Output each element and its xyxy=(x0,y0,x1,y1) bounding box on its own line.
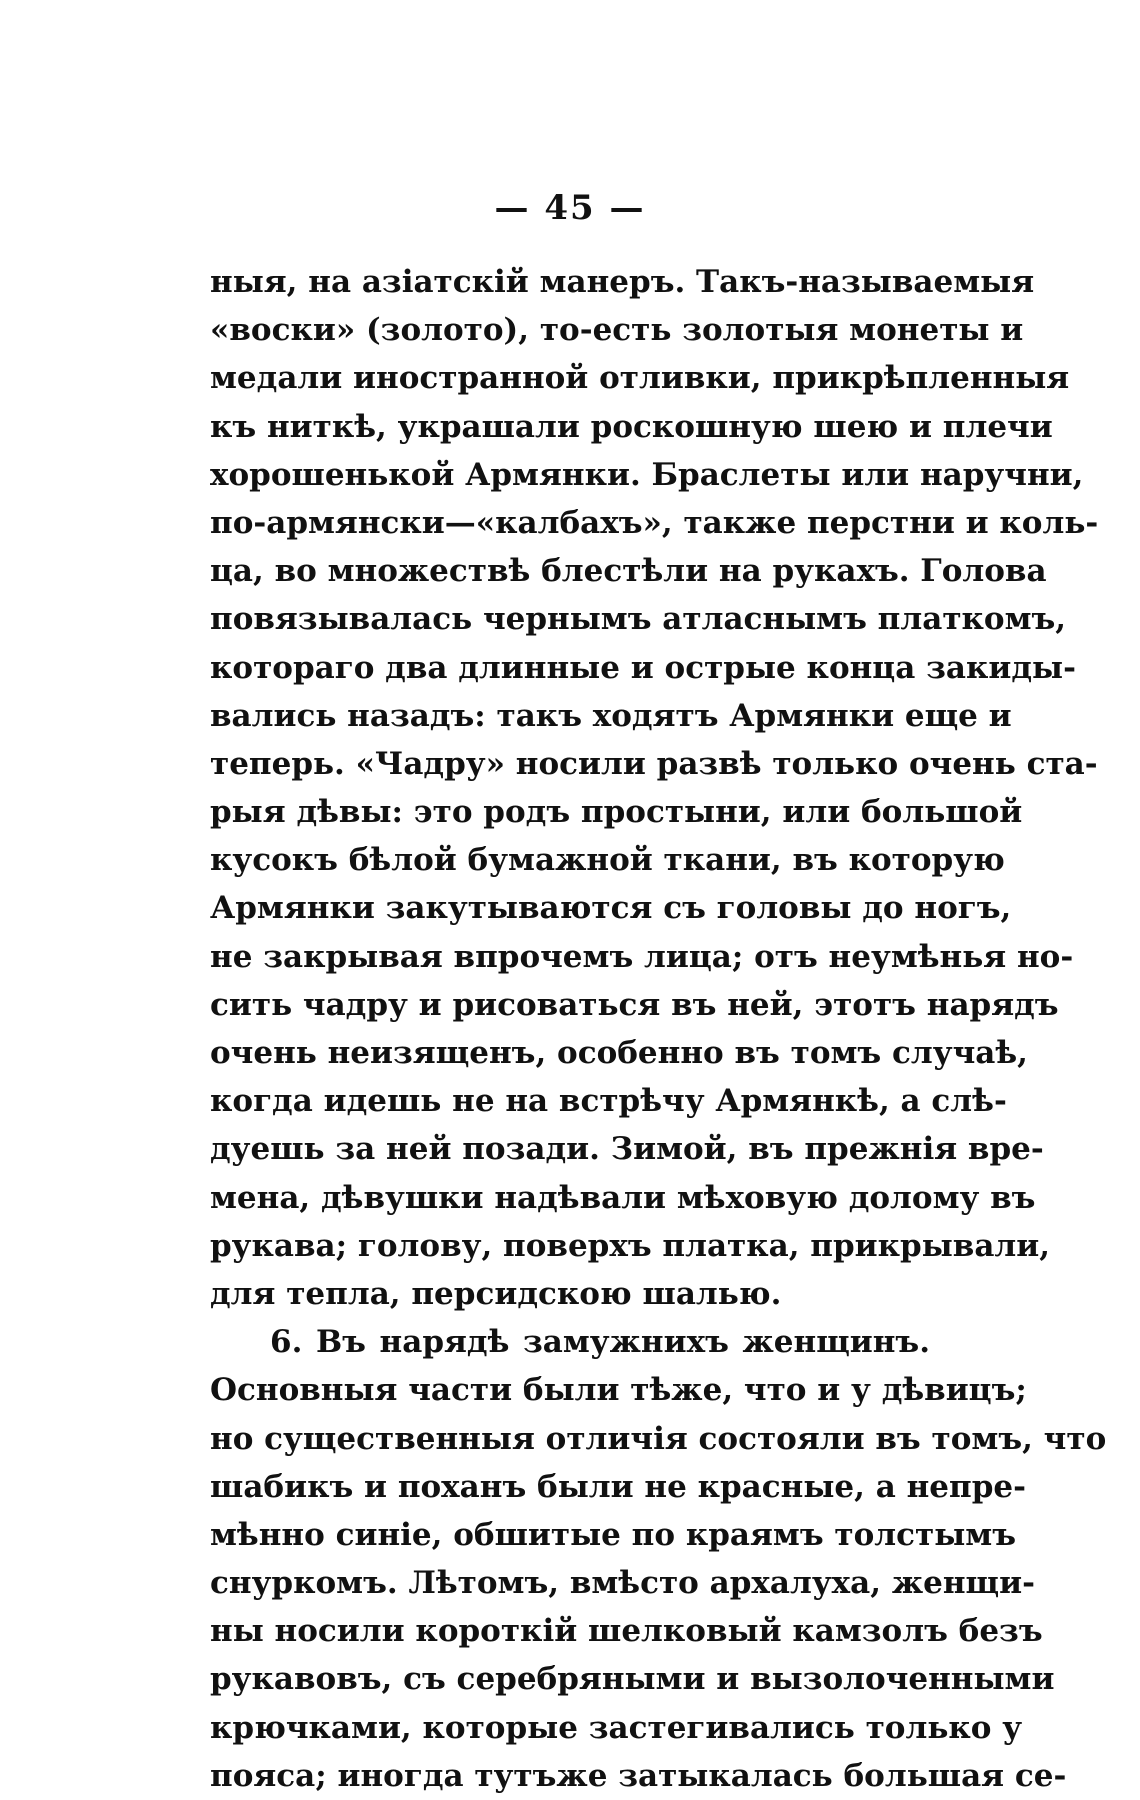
text-line: «воски» (золото), то-есть золотыя монеты и xyxy=(210,312,1024,349)
text-line: Основныя части были тѣже, что и у дѣвицъ; xyxy=(210,1372,1027,1409)
section-heading: 6. Въ нарядѣ замужнихъ женщинъ. xyxy=(270,1324,930,1361)
text-line: теперь. «Чадру» носили развѣ только очень ста- xyxy=(210,745,1098,782)
text-line: мена, дѣвушки надѣвали мѣховую долому въ xyxy=(210,1179,1036,1216)
text-line: крючками, которые застегивались только у xyxy=(210,1709,1023,1746)
text-line: но существенныя отличія состояли въ томъ, что xyxy=(210,1420,1107,1457)
text-line: пояса; иногда тутъже затыкалась большая се- xyxy=(210,1757,1067,1794)
text-line: рукава; голову, поверхъ платка, прикрывали, xyxy=(210,1227,1051,1264)
text-line: когда идешь не на встрѣчу Армянкѣ, а слѣ- xyxy=(210,1083,1007,1120)
text-line: ныя, на азіатскій манеръ. Такъ-называемыя xyxy=(210,264,1035,300)
text-line: котораго два длинные и острые конца закиды- xyxy=(210,649,1076,686)
text-line: ны носили короткій шелковый камзолъ безъ xyxy=(210,1613,1043,1650)
text-line: сить чадру и рисоваться въ ней, этотъ нарядъ xyxy=(210,986,1059,1023)
text-line: медали иностранной отливки, прикрѣпленныя xyxy=(210,360,1070,397)
text-line: не закрывая впрочемъ лица; отъ неумѣнья но- xyxy=(210,938,1074,975)
text-line: Армянки закутываются съ головы до ногъ, xyxy=(210,890,1012,927)
text-line: рукавовъ, съ серебряными и вызолоченными xyxy=(210,1661,1055,1698)
text-line: къ ниткѣ, украшали роскошную шею и плечи xyxy=(210,408,1053,445)
text-line: вались назадъ: такъ ходятъ Армянки еще и xyxy=(210,697,1012,734)
page-number: — 45 — xyxy=(494,188,646,228)
text-line: ца, во множествѣ блестѣли на рукахъ. Голова xyxy=(210,553,1047,590)
text-line: очень неизященъ, особенно въ томъ случаѣ, xyxy=(210,1035,1028,1071)
text-line: по-армянски—«калбахъ», также перстни и коль- xyxy=(210,504,1099,541)
text-line: кусокъ бѣлой бумажной ткани, въ которую xyxy=(210,842,1005,879)
text-line: для тепла, персидскою шалью. xyxy=(210,1275,782,1312)
text-line: снуркомъ. Лѣтомъ, вмѣсто архалуха, женщи- xyxy=(210,1565,1035,1602)
text-line: рыя дѣвы: это родъ простыни, или большой xyxy=(210,794,1023,831)
body-text xyxy=(210,258,1107,1800)
text-line: дуешь за ней позади. Зимой, въ прежнія вре- xyxy=(210,1131,1044,1168)
text-line: мѣнно синіе, обшитые по краямъ толстымъ xyxy=(210,1516,1016,1553)
text-line: повязывалась чернымъ атласнымъ платкомъ, xyxy=(210,601,1067,638)
text-line: хорошенькой Армянки. Браслеты или наручни, xyxy=(210,456,1084,493)
text-line: шабикъ и поханъ были не красные, а непре- xyxy=(210,1468,1026,1505)
